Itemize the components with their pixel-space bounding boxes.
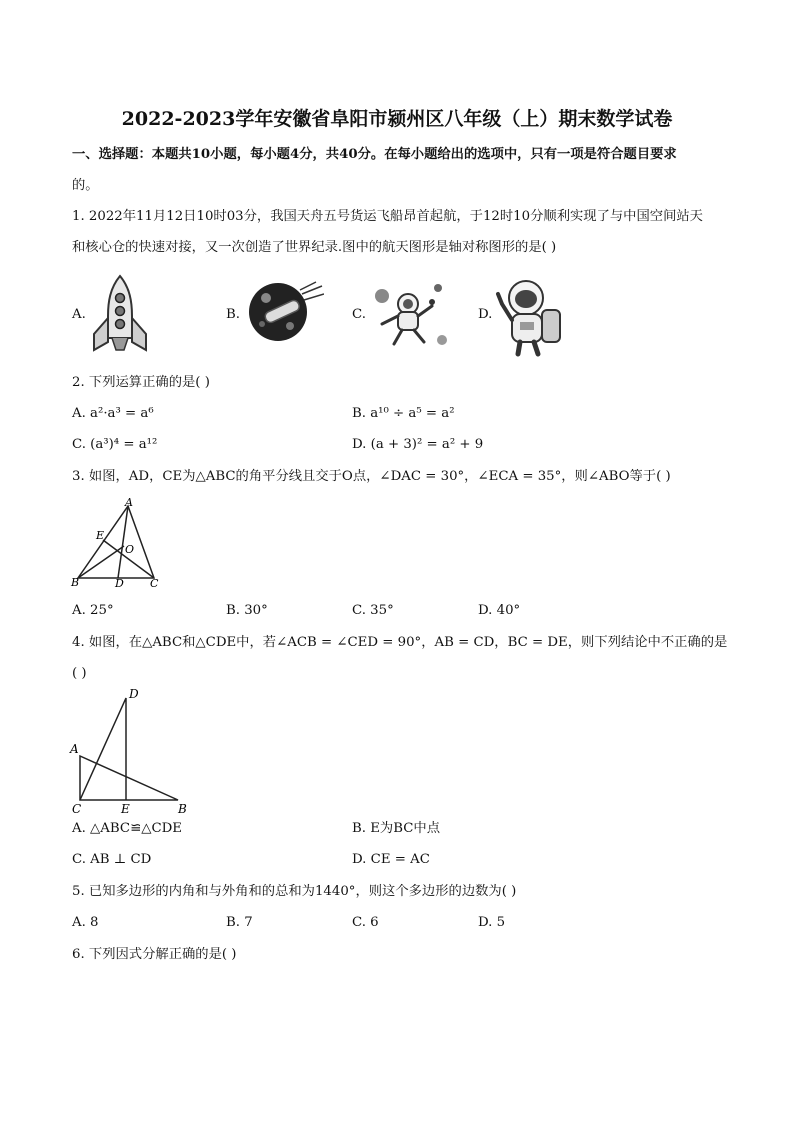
q4-option-c: C. AB ⊥ CD <box>72 852 152 867</box>
q3-label-e: E <box>96 529 105 542</box>
q5-stem: 5. 已知多边形的内角和与外角和的总和为1440°，则这个多边形的边数为( ) <box>72 884 517 899</box>
q4-option-a: A. △ABC≌△CDE <box>72 821 182 836</box>
q3-label-d: D <box>115 577 124 588</box>
q1-option-c-label: C. <box>352 307 366 322</box>
q3-label-b: B <box>71 576 80 588</box>
q5-option-a: A. 8 <box>72 915 99 930</box>
q1-option-b-label: B. <box>226 307 240 322</box>
q3-label-c: C <box>150 577 159 588</box>
q3-triangle-figure <box>70 496 165 592</box>
q6-stem: 6. 下列因式分解正确的是( ) <box>72 947 237 962</box>
q4-stem-paren: ( ) <box>72 666 87 681</box>
q4-label-a: A <box>70 742 79 756</box>
q3-option-d: D. 40° <box>478 603 521 618</box>
q2-option-c: C. (a³)⁴ = a¹² <box>72 437 158 452</box>
q2-stem: 2. 下列运算正确的是( ) <box>72 375 210 390</box>
page-title: 2022-2023学年安徽省阜阳市颍州区八年级（上）期末数学试卷 <box>121 108 673 130</box>
q1-stem-line2: 和核心仓的快速对接，又一次创造了世界纪录.图中的航天图形是轴对称图形的是( ) <box>72 240 557 255</box>
q1-stem-line1: 1. 2022年11月12日10时03分，我国天舟五号货运飞船昂首起航，于12时10分顺利实现了与中国空间站天 <box>72 209 703 224</box>
q3-label-a: A <box>125 496 133 509</box>
q3-option-a: A. 25° <box>72 603 114 618</box>
q5-option-d: D. 5 <box>478 915 506 930</box>
q4-label-d: D <box>129 687 139 701</box>
q1-option-d-label: D. <box>478 307 493 322</box>
q4-label-e: E <box>121 802 130 816</box>
section-instructions-line2: 的。 <box>72 178 99 193</box>
floating-astronaut-icon <box>368 278 452 354</box>
q3-stem: 3. 如图，AD，CE为△ABC的角平分线且交于O点，∠DAC = 30°，∠ECA = 35°，则∠ABO等于( ) <box>72 469 671 484</box>
q4-label-c: C <box>72 802 82 816</box>
q1-option-a-label: A. <box>72 307 86 322</box>
waving-astronaut-icon <box>494 274 580 362</box>
q4-option-d: D. CE = AC <box>352 852 430 867</box>
q3-option-b: B. 30° <box>226 603 268 618</box>
rocket-icon <box>86 272 154 360</box>
q2-option-d: D. (a + 3)² = a² + 9 <box>352 437 484 452</box>
q4-option-b: B. E为BC中点 <box>352 821 441 836</box>
q4-triangle-figure <box>66 684 196 820</box>
planet-rocket-icon <box>242 280 324 348</box>
q4-stem: 4. 如图，在△ABC和△CDE中，若∠ACB = ∠CED = 90°，AB = CD，BC = DE，则下列结论中不正确的是 <box>72 635 728 650</box>
q2-option-a: A. a²·a³ = a⁶ <box>72 406 154 421</box>
q5-option-c: C. 6 <box>352 915 379 930</box>
q4-label-b: B <box>178 802 187 816</box>
q2-option-b: B. a¹⁰ ÷ a⁵ = a² <box>352 406 455 421</box>
q3-label-o: O <box>125 543 135 556</box>
q5-option-b: B. 7 <box>226 915 253 930</box>
q3-option-c: C. 35° <box>352 603 394 618</box>
section-instructions-line1: 一、选择题：本题共10小题，每小题4分，共40分。在每小题给出的选项中，只有一项是符合题目要求 <box>72 147 677 162</box>
